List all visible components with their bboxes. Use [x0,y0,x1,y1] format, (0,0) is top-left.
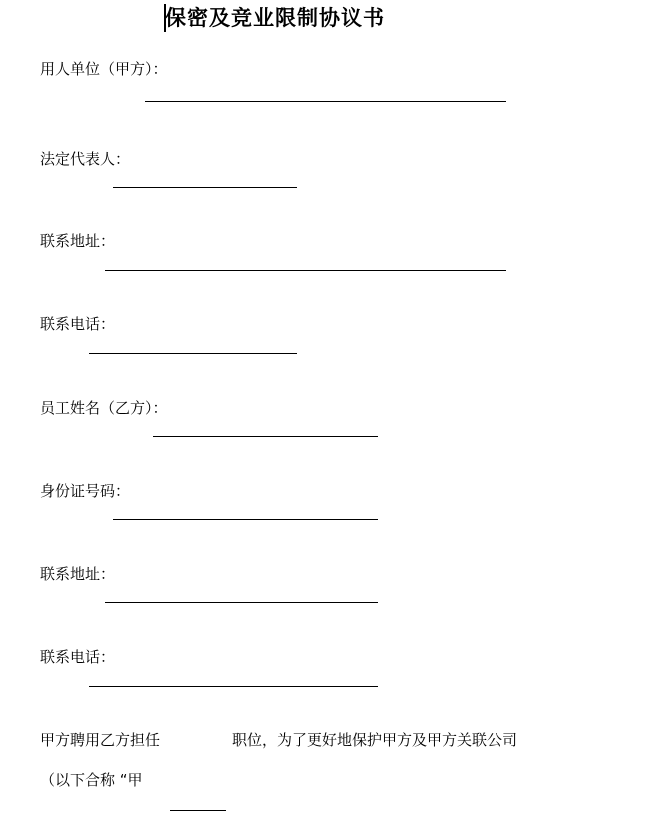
field-line-employer-phone[interactable] [89,353,297,354]
field-label-employer-address: 联系地址： [40,232,116,250]
field-line-employer[interactable] [145,101,506,102]
field-label-legal-rep: 法定代表人： [40,150,131,168]
paragraph-text-part1: 甲方聘用乙方担任 [40,731,161,749]
document-title: 保密及竞业限制协议书 [165,6,385,30]
field-label-employee-address: 联系地址： [40,565,116,583]
field-line-id-number[interactable] [113,519,378,520]
field-line-employee-address[interactable] [105,602,378,603]
paragraph-text-line2: （以下合称 “甲 [40,771,143,789]
field-line-employee-phone[interactable] [89,686,378,687]
field-label-employee-phone: 联系电话： [40,648,116,666]
field-label-employer: 用人单位（甲方）： [40,60,168,78]
field-label-employee-name: 员工姓名（乙方）： [40,399,168,417]
field-label-id-number: 身份证号码： [40,482,131,500]
paragraph-text-part2: 职位，为了更好地保护甲方及甲方关联公司 [232,731,518,749]
field-label-employer-phone: 联系电话： [40,315,116,333]
field-line-legal-rep[interactable] [113,187,297,188]
paragraph-blank-line[interactable] [170,810,226,811]
field-line-employer-address[interactable] [105,270,506,271]
field-line-employee-name[interactable] [153,436,378,437]
